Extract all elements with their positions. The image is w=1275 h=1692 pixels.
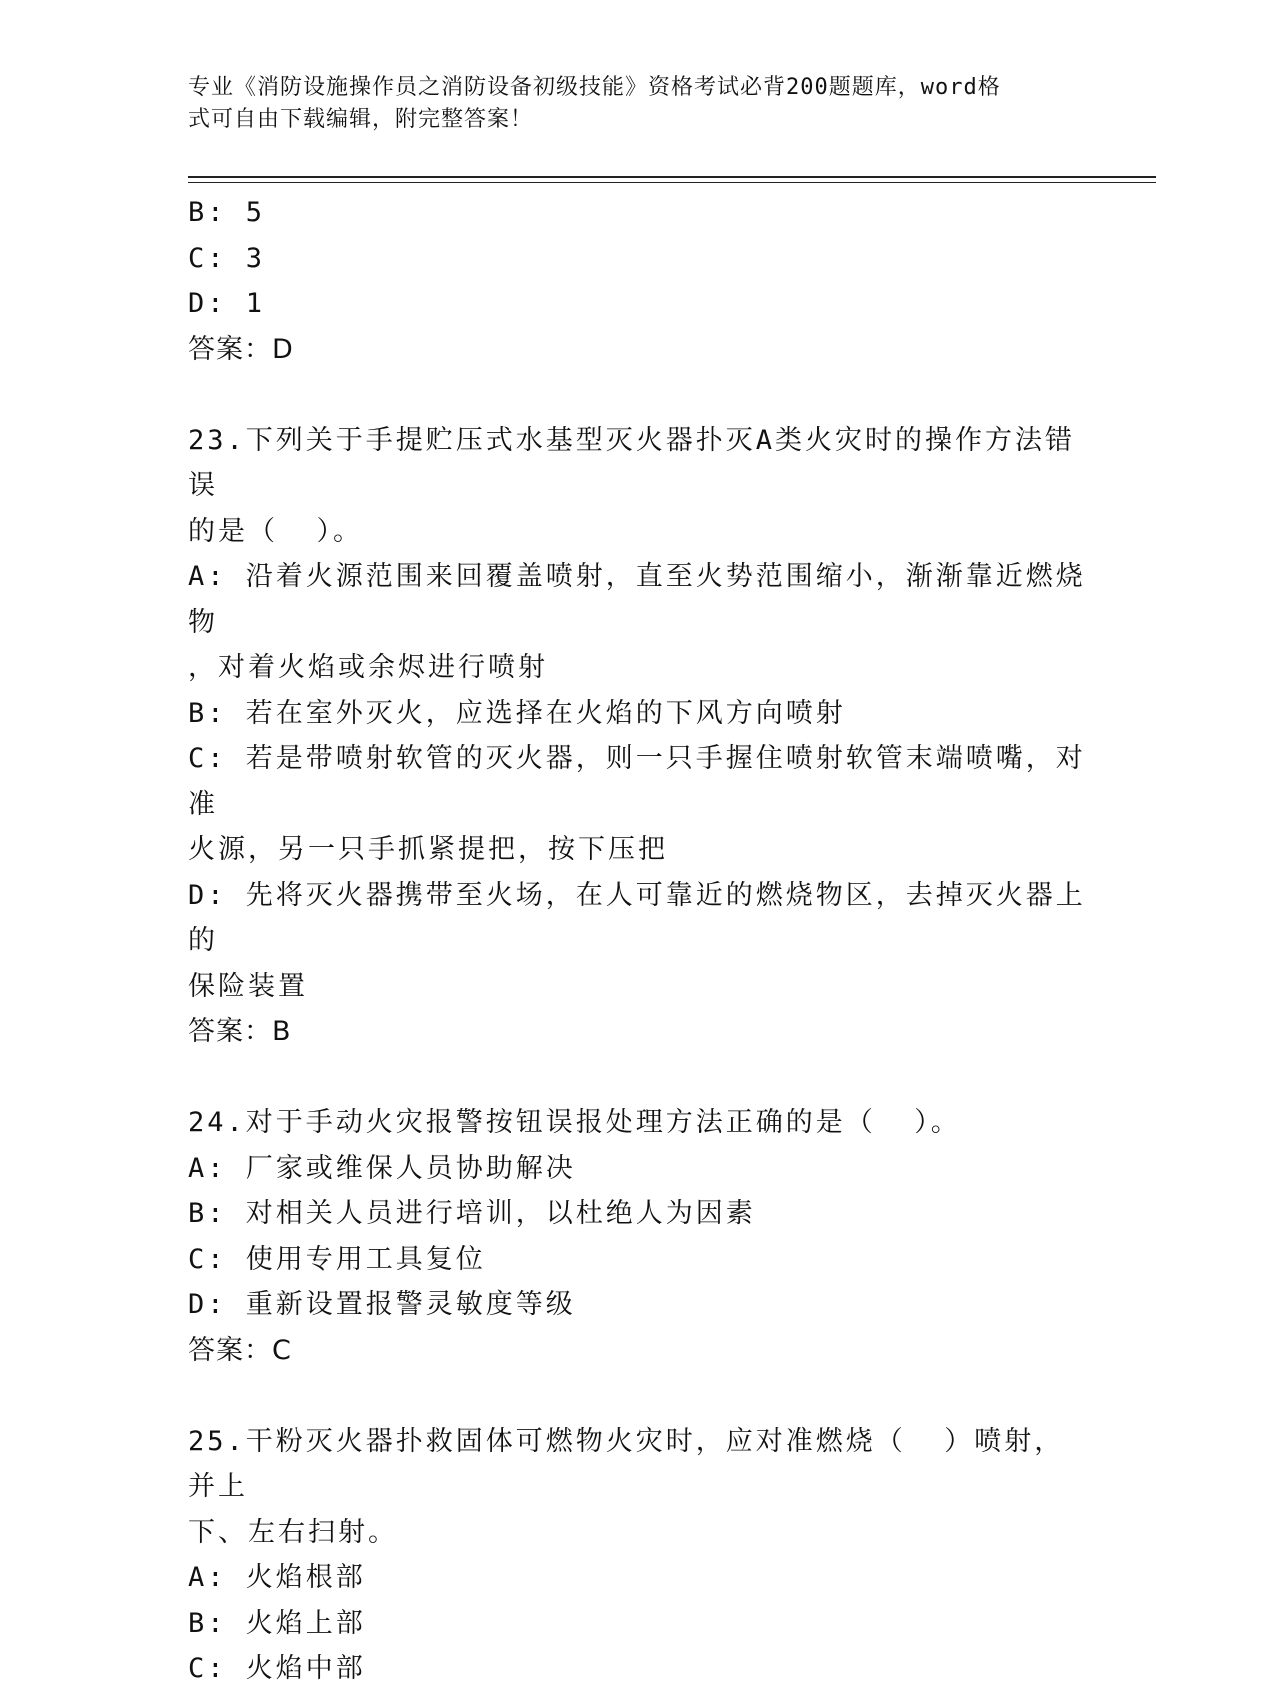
option-c: C: 3	[188, 242, 266, 274]
option-d: D: 1	[188, 288, 266, 319]
question-25	[188, 1419, 1088, 1692]
option-c-cont: 火源，另一只手抓紧提把，按下压把	[188, 834, 668, 865]
option-b: B: 火焰上部	[188, 1607, 366, 1639]
header-line-2: 式可自由下载编辑，附完整答案！	[188, 107, 534, 132]
option-d: D: 先将灭火器携带至火场，在人可靠近的燃烧物区，去掉灭火器上的	[188, 879, 1086, 956]
option-a: A: 沿着火源范围来回覆盖喷射，直至火势范围缩小，渐渐靠近燃烧物	[188, 561, 1086, 638]
question-stem-cont: 的是（ ）。	[188, 515, 364, 547]
option-c: C: 若是带喷射软管的灭火器，则一只手握住喷射软管末端喷嘴，对准	[188, 743, 1086, 820]
option-d: D: 重新设置报警灵敏度等级	[188, 1289, 576, 1320]
header-divider-thin	[188, 182, 1156, 183]
question-24	[188, 1100, 1088, 1373]
option-b: B: 对相关人员进行培训，以杜绝人为因素	[188, 1198, 756, 1229]
document-body	[188, 190, 1088, 1692]
answer: 答案：B	[188, 1016, 292, 1047]
option-c: C: 火焰中部	[188, 1653, 366, 1684]
answer: 答案：C	[188, 1334, 292, 1366]
question-stem-cont: 下、左右扫射。	[188, 1516, 398, 1548]
header-line-1: 专业《消防设施操作员之消防设备初级技能》资格考试必背200题题库，word格	[188, 75, 1001, 100]
option-b: B: 5	[188, 197, 266, 228]
question-stem: 23.下列关于手提贮压式水基型灭火器扑灭A类火灾时的操作方法错误	[188, 424, 1076, 501]
question-stem: 24.对于手动火灾报警按钮误报处理方法正确的是（ ）。	[188, 1107, 961, 1138]
option-c: C: 使用专用工具复位	[188, 1243, 486, 1275]
header-divider-thick	[188, 176, 1156, 178]
option-d-cont: 保险装置	[188, 970, 308, 1002]
question-stem: 25.干粉灭火器扑救固体可燃物火灾时，应对准燃烧（ ）喷射，并上	[188, 1425, 1065, 1502]
option-a-cont: ，对着火焰或余烬进行喷射	[188, 652, 548, 683]
answer: 答案：D	[188, 333, 294, 365]
option-a: A: 火焰根部	[188, 1562, 366, 1593]
page-header	[188, 72, 1068, 136]
prev-question	[188, 190, 1088, 372]
question-23	[188, 418, 1088, 1055]
option-a: A: 厂家或维保人员协助解决	[188, 1152, 576, 1184]
option-b: B: 若在室外灭火，应选择在火焰的下风方向喷射	[188, 697, 846, 729]
